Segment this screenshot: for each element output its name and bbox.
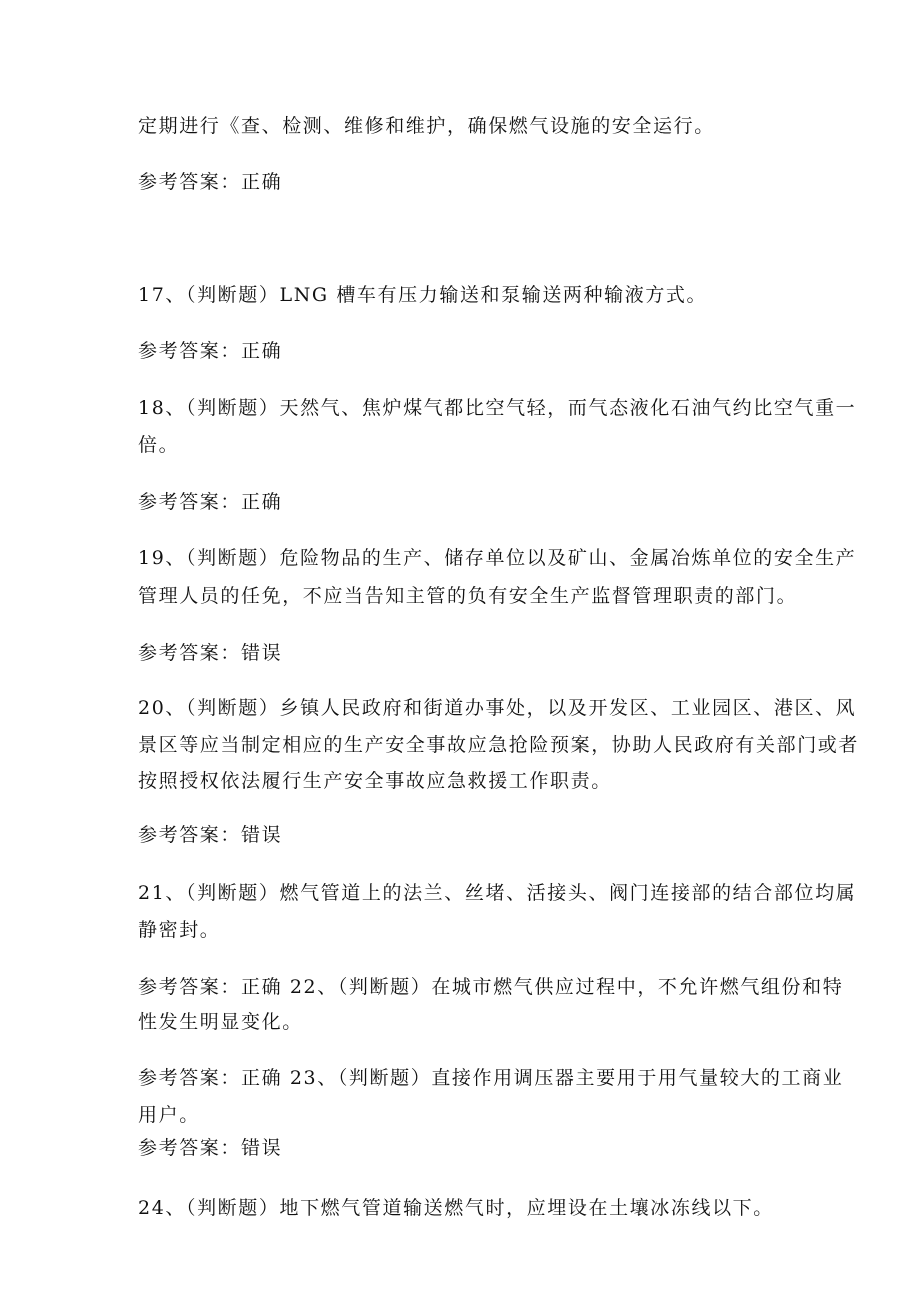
question-20-text-cont2: 按照授权依法履行生产安全事故应急救援工作职责。 [138,770,612,792]
question-19-text: 19、（判断题）危险物品的生产、储存单位以及矿山、金属冶炼单位的安全生产 [138,547,857,569]
answer-20: 参考答案：错误 [138,824,283,846]
answer-16: 参考答案：正确 [138,171,283,193]
question-18-text: 18、（判断题）天然气、焦炉煤气都比空气轻，而气态液化石油气约比空气重一 [138,397,857,419]
answer-21-question-22: 参考答案：正确 22、（判断题）在城市燃气供应过程中，不允许燃气组份和特 [138,976,844,998]
question-20-text: 20、（判断题）乡镇人民政府和街道办事处，以及开发区、工业园区、港区、风 [138,697,857,719]
question-18-text-cont: 倍。 [138,434,180,456]
question-24-text: 24、（判断题）地下燃气管道输送燃气时，应埋设在土壤冰冻线以下。 [138,1197,774,1219]
question-19-text-cont: 管理人员的任免，不应当告知主管的负有安全生产监督管理职责的部门。 [138,585,798,607]
question-16-text: 定期进行《查、检测、维修和维护，确保燃气设施的安全运行。 [138,115,715,137]
question-20-text-cont: 景区等应当制定相应的生产安全事故应急抢险预案，协助人民政府有关部门或者 [138,734,860,756]
answer-22-question-23: 参考答案：正确 23、（判断题）直接作用调压器主要用于用气量较大的工商业 [138,1067,844,1089]
answer-19: 参考答案：错误 [138,642,283,664]
question-21-text-cont: 静密封。 [138,919,221,941]
answer-17: 参考答案：正确 [138,340,283,362]
answer-23: 参考答案：错误 [138,1137,283,1159]
question-23-text-cont: 用户。 [138,1104,200,1126]
question-22-text-cont: 性发生明显变化。 [138,1011,303,1033]
question-17-text: 17、（判断题）LNG 槽车有压力输送和泵输送两种输液方式。 [138,284,708,306]
question-21-text: 21、（判断题）燃气管道上的法兰、丝堵、活接头、阀门连接部的结合部位均属 [138,882,857,904]
answer-18: 参考答案：正确 [138,491,283,513]
